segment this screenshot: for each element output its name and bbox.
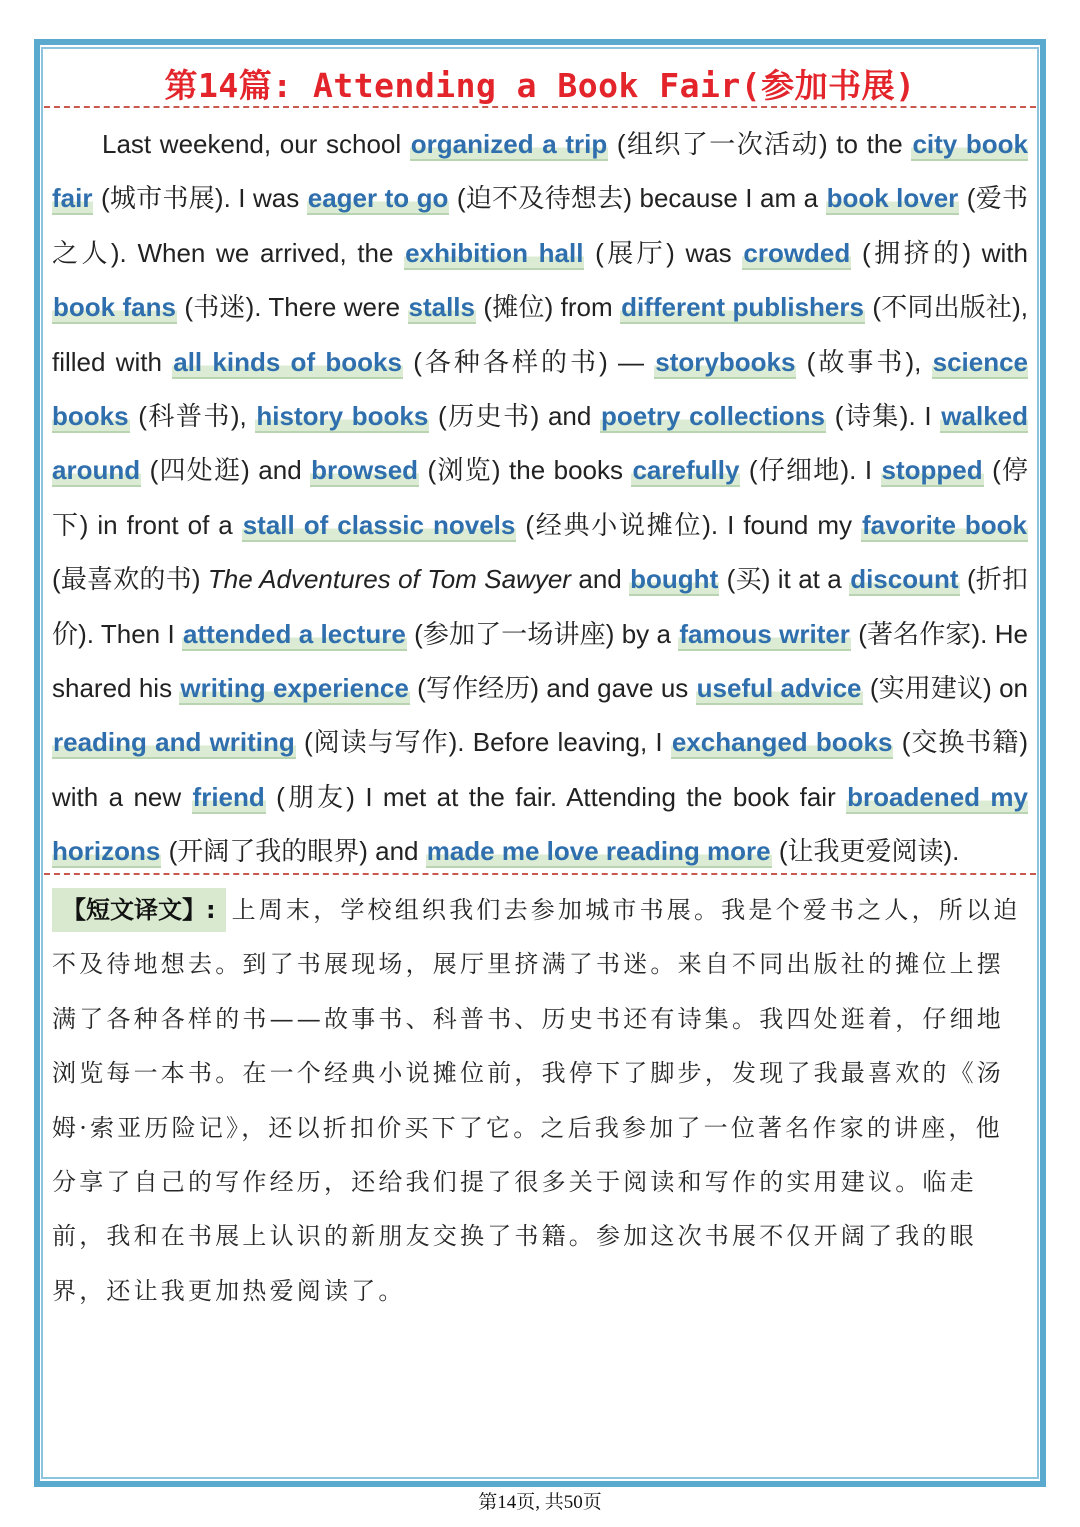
translation-label: 【短文译文】:	[52, 888, 226, 932]
passage-text: (让我更爱阅读).	[771, 836, 960, 867]
key-phrase: history books	[256, 401, 429, 432]
key-phrase: stall of classic novels	[242, 509, 516, 540]
key-phrase: organized a trip	[410, 129, 608, 159]
passage-text: (拥挤的) with	[851, 237, 1028, 268]
passage-text: Last weekend, our school	[102, 129, 410, 159]
passage-text: (阅读与写作). Before leaving, I	[295, 727, 671, 758]
key-phrase: famous writer	[679, 618, 850, 649]
passage-text: (开阔了我的眼界) and	[161, 836, 426, 867]
passage-text: (故事书),	[796, 346, 932, 377]
translation-text: 上周末，学校组织我们去参加城市书展。我是个爱书之人，所以迫不及待地想去。到了书展现场，展厅里挤满了书迷。来自不同出版社的摊位上摆满了各种各样的书——故事书、科普书、历史书还有诗集。我四处逛着，仔细地浏览每一本书。在一个经典小说摊位前，我停下了脚步，发现了我最喜欢的《汤姆·索亚历险记》，还以折扣价买下了它。之后我参加了一位著名作家的讲座，他分享了自己的写作经历，还给我们提了很多关于阅读和写作的实用建议。临走前，我和在书展上认识的新朋友交换了书籍。参加这次书展不仅开阔了我的眼界，还让我更加热爱阅读了。	[52, 896, 1021, 1305]
passage-text: (交换书籍) with a new	[52, 727, 1028, 812]
key-phrase: crowded	[743, 237, 851, 268]
passage-text: (折扣价). Then I	[52, 564, 1028, 649]
passage-text: (最喜欢的书)	[52, 564, 208, 595]
passage-text: (组织了一次活动) to the	[608, 129, 912, 159]
passage-text: (历史书) and	[429, 401, 601, 432]
passage-text: (展厅) was	[584, 237, 743, 268]
passage-text: (不同出版社), filled with	[52, 292, 1029, 377]
key-phrase: carefully	[632, 455, 740, 486]
passage-text: (科普书),	[129, 401, 256, 432]
passage-text: (参加了一场讲座) by a	[406, 618, 679, 649]
key-phrase: broadened my horizons	[52, 781, 1028, 867]
passage-text: (著名作家). He shared his	[52, 618, 1028, 704]
passage-text: (停下) in front of a	[52, 455, 1028, 540]
translation-block	[52, 883, 1028, 1318]
page-footer: 第14页, 共50页	[478, 1492, 602, 1513]
passage-text: (买) it at a	[719, 564, 850, 595]
book-title: The Adventures of Tom Sawyer	[207, 564, 571, 595]
page-title: 第14篇: Attending a Book Fair(参加书展)	[164, 66, 916, 105]
passage-text: (城市书展). I was	[93, 183, 307, 214]
key-phrase: exhibition hall	[405, 237, 584, 268]
passage-text: (爱书之人). When we arrived, the	[52, 183, 1028, 268]
passage-text: (经典小说摊位). I found my	[516, 509, 861, 540]
passage-text: (浏览) the books	[419, 455, 632, 486]
key-phrase: exchanged books	[671, 727, 893, 758]
title-divider	[44, 106, 1036, 108]
key-phrase: useful advice	[696, 673, 862, 704]
passage-text: (书迷). There were	[176, 292, 408, 323]
key-phrase: stopped	[881, 455, 983, 486]
passage-text: (写作经历) and gave us	[409, 673, 696, 704]
key-phrase: eager to go	[307, 183, 449, 214]
key-phrase: book fans	[53, 292, 176, 323]
key-phrase: bought	[630, 564, 719, 595]
key-phrase: writing experience	[180, 673, 409, 704]
passage-text: (迫不及待想去) because I am a	[449, 183, 826, 214]
key-phrase: reading and writing	[53, 727, 295, 758]
key-phrase: made me love reading more	[426, 836, 771, 867]
key-phrase: different publishers	[621, 292, 864, 323]
key-phrase: walked around	[52, 401, 1028, 486]
key-phrase: attended a lecture	[183, 618, 406, 649]
passage-text: (实用建议) on	[862, 673, 1029, 704]
passage-text: (诗集). I	[826, 401, 941, 432]
passage-text: and	[570, 564, 630, 595]
passage-body	[52, 117, 1028, 879]
key-phrase: browsed	[311, 455, 419, 486]
key-phrase: book lover	[826, 183, 959, 214]
passage-text: (四处逛) and	[141, 455, 311, 486]
key-phrase: all kinds of books	[173, 346, 402, 377]
passage-text: (摊位) from	[476, 292, 621, 323]
passage-text: (各种各样的书) —	[402, 346, 655, 377]
key-phrase: stalls	[408, 292, 475, 323]
key-phrase: discount	[850, 564, 959, 595]
passage-text: (朋友) I met at the fair. Attending the book fair	[265, 781, 847, 812]
key-phrase: city book fair	[52, 129, 1028, 214]
translation-divider	[44, 873, 1036, 875]
key-phrase: friend	[192, 781, 265, 812]
passage-text: (仔细地). I	[740, 455, 881, 486]
key-phrase: science books	[52, 346, 1029, 432]
key-phrase: storybooks	[655, 346, 796, 377]
key-phrase: favorite book	[862, 509, 1028, 540]
key-phrase: poetry collections	[601, 401, 826, 432]
